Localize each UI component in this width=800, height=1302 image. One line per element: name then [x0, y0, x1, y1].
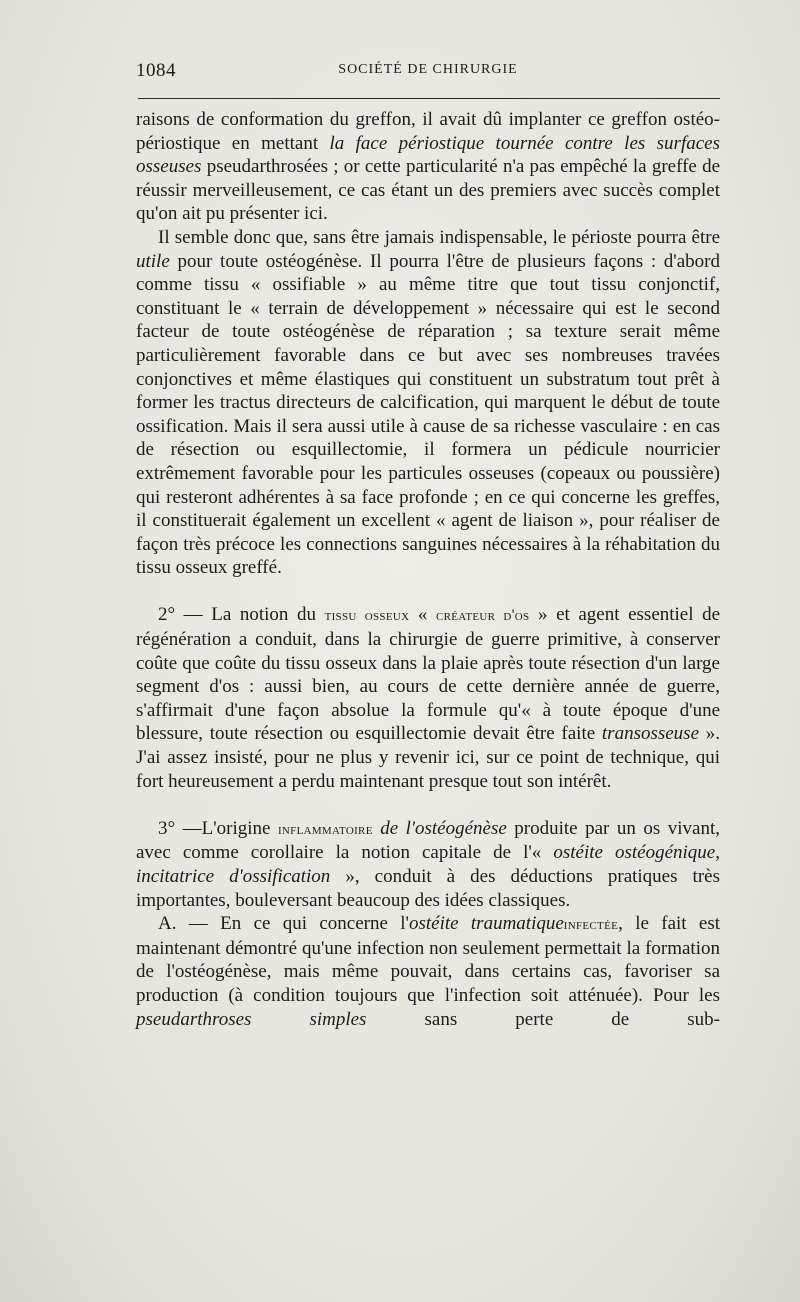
p5-text-2: , le fait est maintenant démontré qu'une infection non seulement permettait la formation de l'ostéogénèse, mais même pouvait, dans certains cas, favoriser sa production (à condition toujours que l'infection soit atténuée). Pour les [136, 913, 720, 1006]
p4-italic-2: ostéite ostéogénique, incitatrice d'ossification [136, 842, 720, 887]
p1-text-2: pseudarthrosées ; or cette particularité n'a pas empêché la greffe de réussir merveilleusement, ce cas étant un des premiers avec succès complet qu'on ait pu présenter ici. [136, 156, 720, 225]
paragraph-2 [136, 226, 720, 580]
paragraph-1 [136, 108, 720, 226]
p1-text-1: raisons de conformation du greffon, il avait dû implanter ce greffon ostéo-périostique en mettant [136, 109, 720, 154]
p5-italic-2: pseudarthroses simples [136, 1008, 367, 1030]
page-header [136, 60, 720, 84]
p5-text-3: sans perte de sub- [366, 1008, 720, 1030]
header-rule [138, 98, 720, 99]
p3-italic-1: transosseuse [601, 723, 700, 745]
page-number: 1084 [136, 60, 176, 81]
paragraph-5 [136, 912, 720, 1031]
p3-text-2: « [409, 604, 436, 626]
p2-text-1: Il semble donc que, sans être jamais indispensable, le périoste pourra être [158, 226, 720, 248]
p5-italic-1: ostéite traumatique [408, 913, 564, 935]
p4-smallcaps-1: inflammatoire [277, 820, 373, 838]
p3-text-3: » et agent essentiel de régénération a conduit, dans la chirurgie de guerre primitive, à conserver coûte que coûte du tissu osseux dans la plaie après toute résection d'un large segment d'os : aussi bien, au cours de cette dernière année de guerre, s'affirmait d'une façon absolue la formule qu'« à toute époque d'une blessure, toute résection ou esquillectomie devait être faite [136, 604, 721, 745]
p5-text-1: A. — En ce qui concerne l' [158, 913, 409, 935]
running-title: SOCIÉTÉ DE CHIRURGIE [338, 62, 518, 77]
paragraph-3 [136, 603, 720, 793]
p4-text-1: 3° —L'origine [158, 817, 278, 839]
p3-smallcaps-2: créateur d'os [436, 607, 530, 625]
p3-text-4: ». J'ai assez insisté, pour ne plus y revenir ici, sur ce point de technique, qui fort heureusement a perdu maintenant presque tout son intérêt. [136, 723, 720, 792]
p2-italic-1: utile [136, 250, 170, 272]
p4-text-2: produite par un os vivant, avec comme corollaire la notion capitale de l'« [136, 817, 721, 864]
p3-smallcaps-1: tissu osseux [324, 607, 410, 625]
paragraph-4 [136, 817, 720, 912]
body-text [136, 108, 720, 1031]
section-gap [136, 793, 720, 817]
p4-italic-1: de l'ostéogénèse [372, 817, 507, 839]
p1-italic-1: la face périostique tournée contre les surfaces osseuses [136, 132, 720, 178]
p4-text-3: », conduit à des déductions pratiques très importantes, bouleversant beaucoup des idées classiques. [136, 866, 720, 911]
section-gap [136, 580, 720, 604]
p2-text-2: pour toute ostéogénèse. Il pourra l'être de plusieurs façons : d'abord comme tissu « ossifiable » au même titre que tout tissu conjonctif, constituant le « terrain de développement » nécessaire qui est le second facteur de toute ostéogénèse de réparation ; sa texture serait même particulièrement favorable dans ce but avec ses nombreuses travées conjonctives et même élastiques qui constituent un substratum tout prêt à former les tractus directeurs de calcification, qui marquent le début de toute ossification. Mais il sera aussi utile à cause de sa richesse vasculaire : en cas de résection ou esquillectomie, il formera un pédicule nourricier extrêmement favorable pour les particules osseuses (copeaux ou poussière) qui resteront adhérentes à sa face profonde ; en ce qui concerne les greffes, il constituerait également un excellent « agent de liaison », pour réaliser de façon très précoce les connections sanguines nécessaires à la réhabitation du tissu osseux greffé. [136, 250, 720, 579]
p3-text-1: 2° — La notion du [158, 604, 325, 626]
p5-smallcaps-1: infectée [563, 916, 619, 934]
